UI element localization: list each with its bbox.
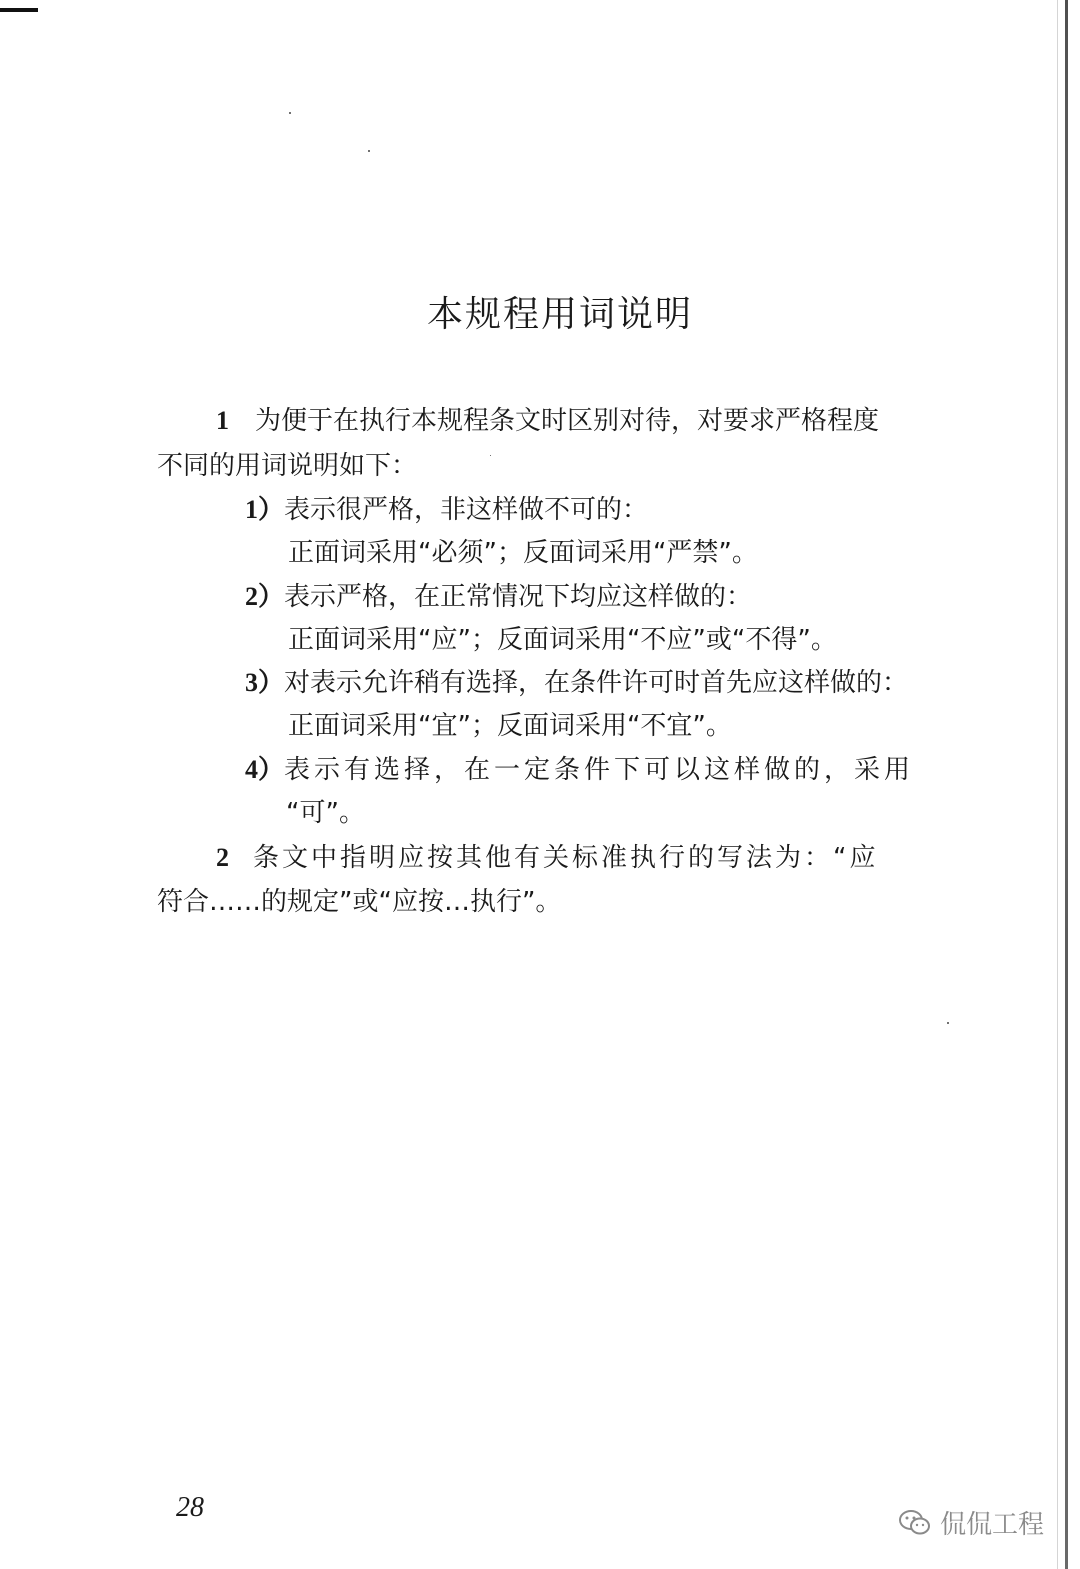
scan-speck: [947, 1022, 949, 1024]
item-desc: 对表示允许稍有选择，在条件许可时首先应这样做的：: [284, 668, 909, 698]
list-item: [245, 749, 914, 786]
scan-speck: [490, 455, 491, 456]
watermark: [898, 1504, 1044, 1541]
clause-number: 2: [216, 843, 229, 872]
item-desc: 表示很严格，非这样做不可的：: [284, 495, 649, 525]
scan-speck: [368, 150, 370, 152]
scan-speck: [289, 112, 291, 114]
clause-2-line-1: [216, 837, 878, 874]
list-item: [245, 662, 908, 699]
item-number: 2）: [245, 582, 285, 611]
item-desc: 表示有选择，在一定条件下可以这样做的，采用: [284, 755, 915, 785]
list-item: [245, 489, 648, 526]
clause-1-line-1: [216, 400, 879, 437]
item-words: 正面词采用“必须”；反面词采用“严禁”。: [288, 538, 758, 568]
item-words: 正面词采用“宜”；反面词采用“不宜”。: [288, 711, 732, 741]
page-title: 本规程用词说明: [426, 294, 693, 335]
scan-mark: [0, 8, 38, 12]
item-desc: 表示严格，在正常情况下均应这样做的：: [284, 582, 753, 612]
item-number: 4）: [245, 755, 285, 784]
scan-edge-shadow: [1057, 0, 1058, 1569]
scan-edge: [1065, 0, 1068, 1569]
clause-number: 1: [216, 406, 229, 435]
item-words: “可”。: [286, 798, 365, 828]
item-words: 正面词采用“应”；反面词采用“不应”或“不得”。: [288, 625, 837, 655]
watermark-text: 侃侃工程: [939, 1510, 1044, 1540]
clause-text: 条文中指明应按其他有关标准执行的写法为：“应: [253, 843, 879, 873]
wechat-icon: [898, 1508, 932, 1538]
clause-1-line-2: 不同的用词说明如下：: [157, 451, 418, 481]
item-number: 1）: [245, 495, 285, 524]
page-number: 28: [176, 1492, 204, 1523]
list-item: [245, 576, 752, 613]
item-number: 3）: [245, 668, 285, 697]
clause-2-line-2: 符合……的规定”或“应按…执行”。: [157, 887, 562, 917]
clause-text: 为便于在执行本规程条文时区别对待，对要求严格程度: [255, 406, 880, 436]
